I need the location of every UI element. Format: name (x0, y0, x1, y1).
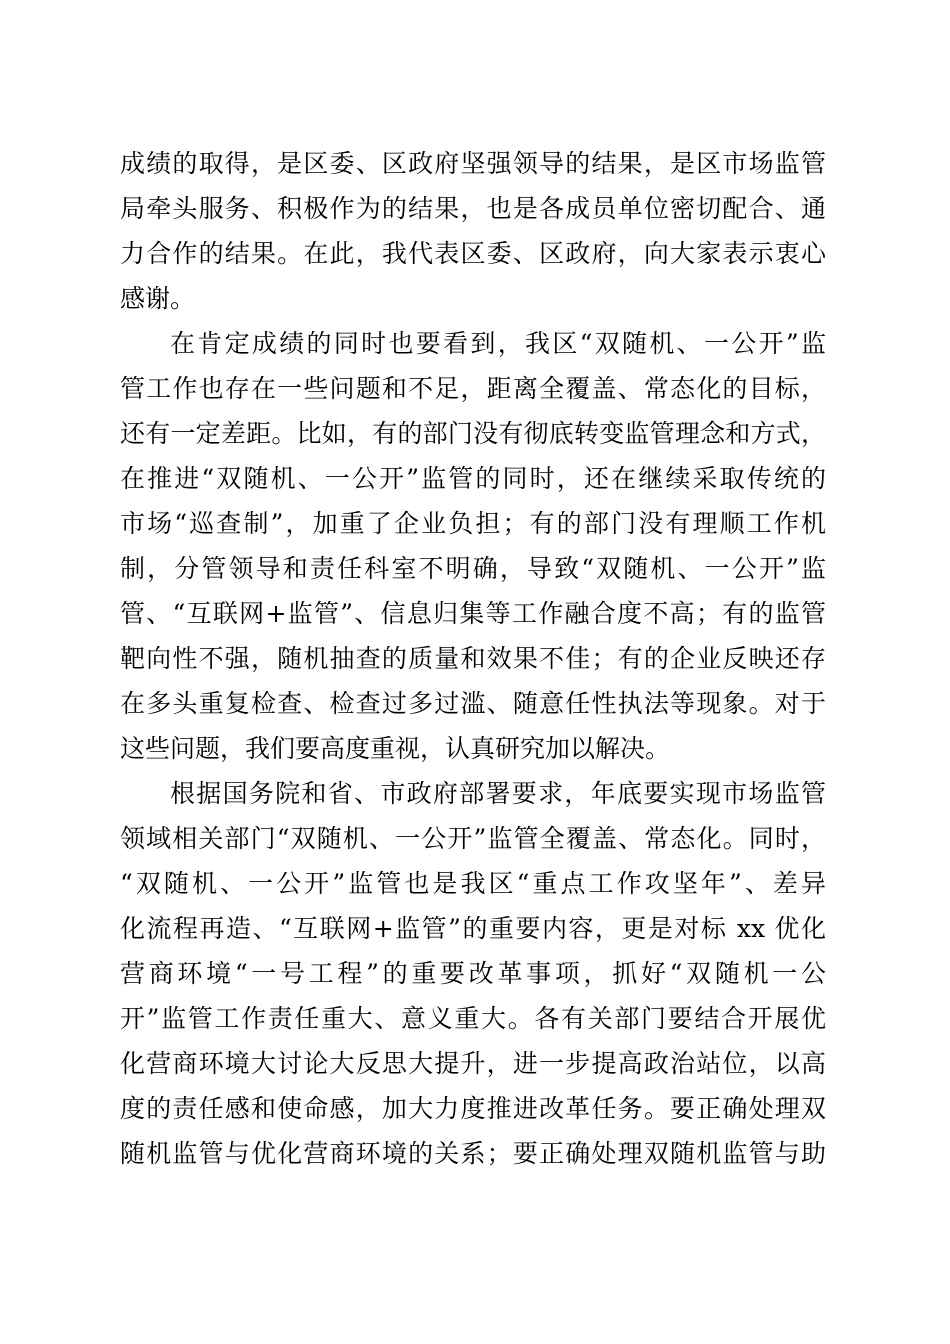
text-line: 度的责任感和使命感，加大力度推进改革任务。要正确处理双 (120, 1094, 826, 1123)
text-line: “双随机、一公开”监管也是我区“重点工作攻坚年”、差异 (120, 869, 826, 898)
text-line: 在推进“双随机、一公开”监管的同时，还在继续采取传统的 (120, 464, 826, 493)
document-body (120, 141, 826, 1176)
text-line: 这些问题，我们要高度重视，认真研究加以解决。 (120, 734, 671, 763)
text-line: 局牵头服务、积极作为的结果，也是各成员单位密切配合、通 (120, 194, 826, 223)
text-line: 化营商环境大讨论大反思大提升，进一步提高政治站位，以高 (120, 1049, 826, 1078)
text-line: 领域相关部门“双随机、一公开”监管全覆盖、常态化。同时， (120, 824, 826, 853)
text-line: 感谢。 (120, 284, 196, 313)
text-line: 管、“互联网+监管”、信息归集等工作融合度不高；有的监管 (120, 599, 826, 628)
text-line: 靶向性不强，随机抽查的质量和效果不佳；有的企业反映还存 (120, 644, 826, 673)
text-line: 力合作的结果。在此，我代表区委、区政府，向大家表示衷心 (120, 239, 826, 268)
paragraph-2 (120, 321, 826, 771)
text-line: 营商环境“一号工程”的重要改革事项，抓好“双随机一公 (120, 959, 826, 988)
text-line: 管工作也存在一些问题和不足，距离全覆盖、常态化的目标， (120, 374, 826, 403)
paragraph-1 (120, 141, 826, 321)
text-line: 制，分管领导和责任科室不明确，导致“双随机、一公开”监 (120, 554, 826, 583)
text-line: 化流程再造、“互联网+监管”的重要内容，更是对标 xx 优化 (120, 914, 826, 943)
text-line: 开”监管工作责任重大、意义重大。各有关部门要结合开展优 (120, 1004, 826, 1033)
text-line: 在多头重复检查、检查过多过滥、随意任性执法等现象。对于 (120, 689, 826, 718)
text-line: 还有一定差距。比如，有的部门没有彻底转变监管理念和方式， (120, 419, 826, 448)
text-line: 随机监管与优化营商环境的关系；要正确处理双随机监管与助 (120, 1139, 826, 1168)
text-line: 在肯定成绩的同时也要看到，我区“双随机、一公开”监 (170, 329, 826, 358)
text-line: 市场“巡查制”，加重了企业负担；有的部门没有理顺工作机 (120, 509, 826, 538)
text-line: 成绩的取得，是区委、区政府坚强领导的结果，是区市场监管 (120, 149, 826, 178)
text-line: 根据国务院和省、市政府部署要求，年底要实现市场监管 (170, 779, 826, 808)
paragraph-3 (120, 771, 826, 1176)
